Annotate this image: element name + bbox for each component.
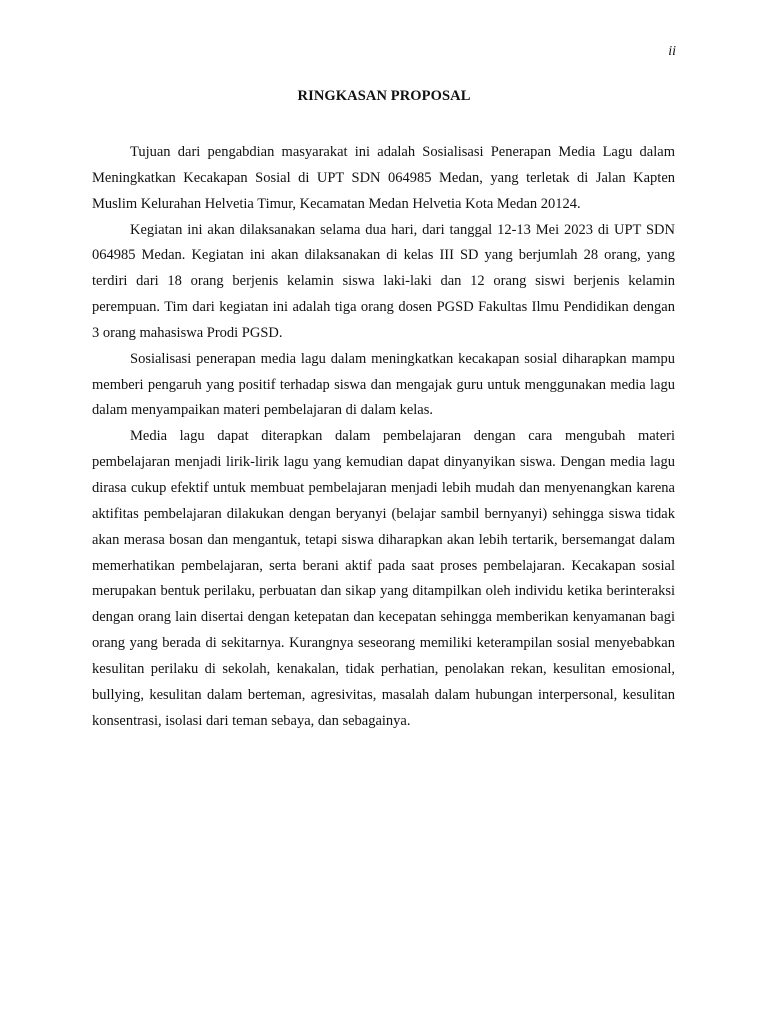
- paragraph-method: Media lagu dapat diterapkan dalam pembelajaran dengan cara mengubah materi pembelajaran menjadi lirik-lirik lagu yang kemudian dapat dinyanyikan siswa. Dengan media lagu dirasa cukup efektif untuk membuat pembelajaran menjadi lebih mudah dan menyenangkan karena aktifitas pembelajaran dilakukan dengan beryanyi (belajar sambil bernyanyi) sehingga siswa tidak akan merasa bosan dan mengantuk, tetapi siswa diharapkan akan lebih tertarik, bersemangat dalam memerhatikan pembelajaran, serta berani aktif pada saat proses pembelajaran. Kecakapan sosial merupakan bentuk perilaku, perbuatan dan sikap yang ditampilkan oleh individu ketika berinteraksi dengan orang lain disertai dengan ketepatan dan kecepatan sehingga memberikan kenyamanan bagi orang yang berada di sekitarnya. Kurangnya seseorang memiliki keterampilan sosial menyebabkan kesulitan perilaku di sekolah, kenakalan, tidak perhatian, penolakan rekan, kesulitan emosional, bullying, kesulitan dalam berteman, agresivitas, masalah dalam hubungan interpersonal, kesulitan konsentrasi, isolasi dari teman sebaya, dan sebagainya.: [92, 428, 675, 729]
- page-number: ii: [668, 44, 676, 59]
- paragraph-expectation: Sosialisasi penerapan media lagu dalam meningkatkan kecakapan sosial diharapkan mampu memberi pengaruh yang positif terhadap siswa dan mengajak guru untuk menggunakan media lagu dalam menyampaikan materi pembelajaran di dalam kelas.: [92, 350, 675, 419]
- page-title: RINGKASAN PROPOSAL: [297, 88, 471, 104]
- paragraph-objective: Tujuan dari pengabdian masyarakat ini adalah Sosialisasi Penerapan Media Lagu dalam Meningkatkan Kecakapan Sosial di UPT SDN 064985 Medan, yang terletak di Jalan Kapten Muslim Kelurahan Helvetia Timur, Kecamatan Medan Helvetia Kota Medan 20124.: [92, 144, 675, 212]
- summary-body: [92, 140, 675, 734]
- paragraph-schedule: Kegiatan ini akan dilaksanakan selama dua hari, dari tanggal 12-13 Mei 2023 di UPT SDN 064985 Medan. Kegiatan ini akan dilaksanakan di kelas III SD yang berjumlah 28 orang, yang terdiri dari 18 orang berjenis kelamin siswa laki-laki dan 12 orang siswi berjenis kelamin perempuan. Tim dari kegiatan ini adalah tiga orang dosen PGSD Fakultas Ilmu Pendidikan dengan 3 orang mahasiswa Prodi PGSD.: [92, 221, 675, 341]
